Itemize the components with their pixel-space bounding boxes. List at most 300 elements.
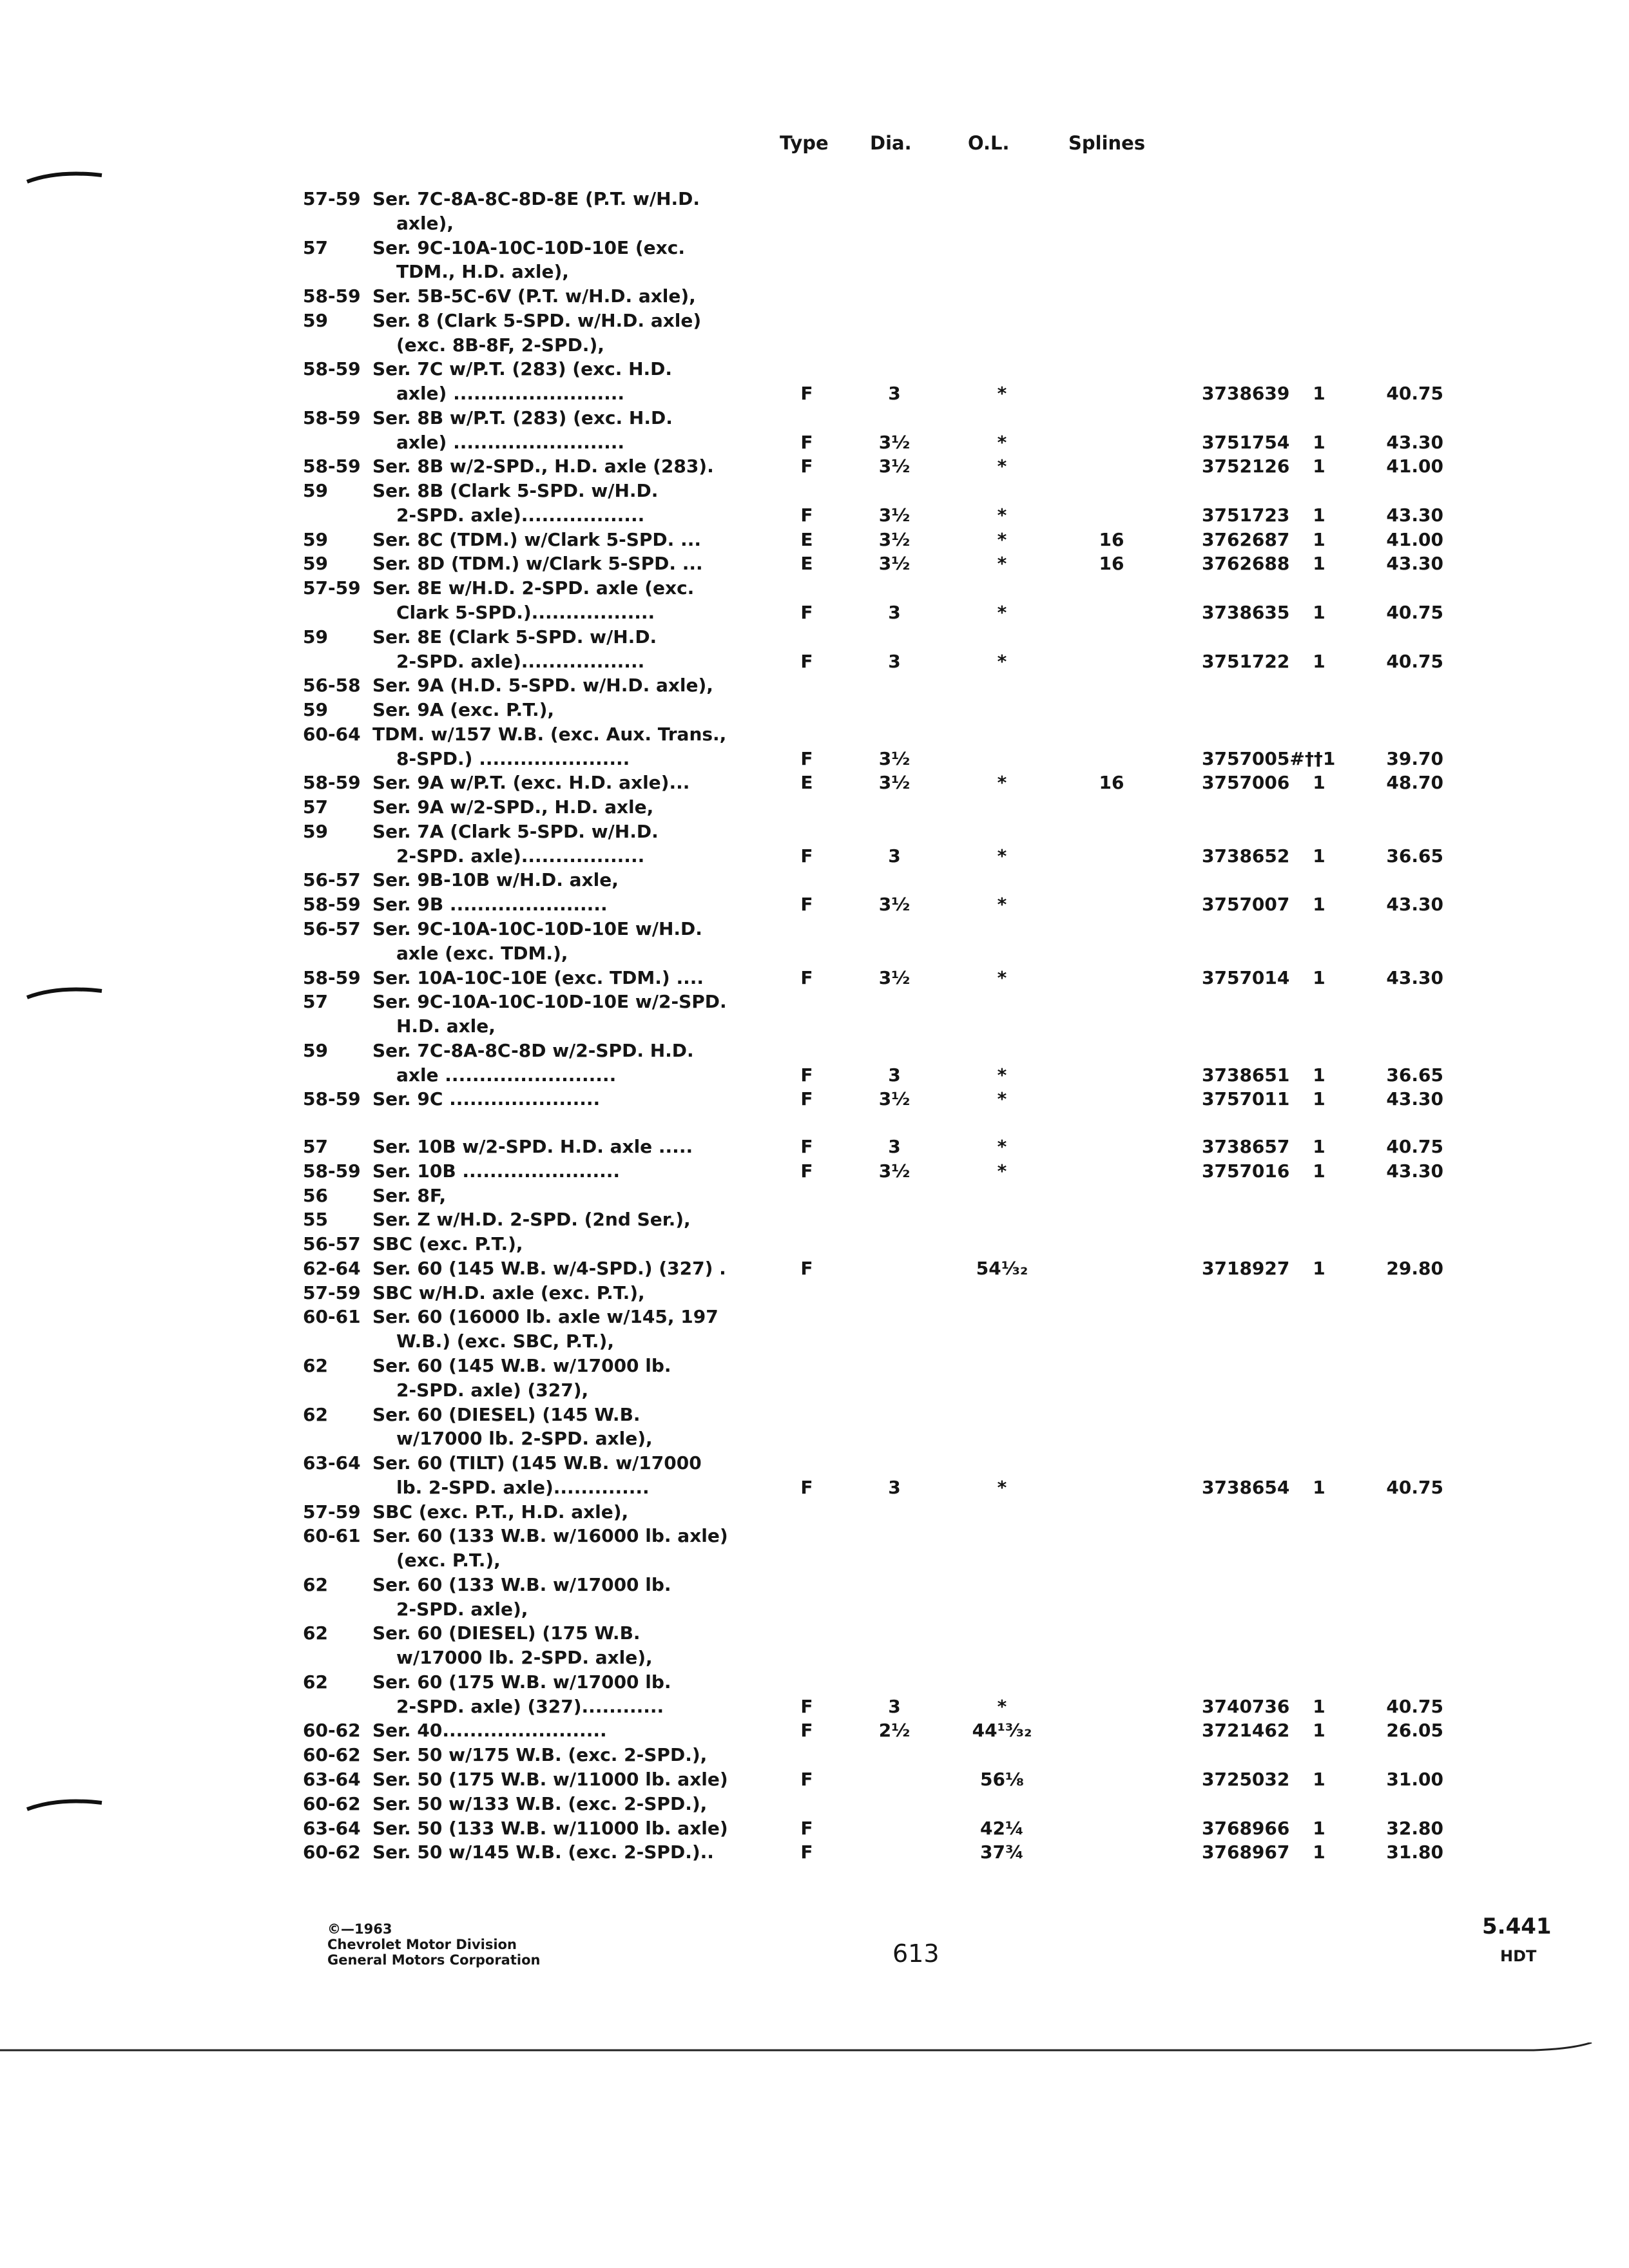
type-code: F [800,1695,813,1717]
overall-length: * [997,845,1007,867]
description: Ser. 9A (exc. P.T.), [372,699,555,721]
diameter: 3 [888,1476,901,1498]
year-range: 58-59 [303,285,361,307]
year-range: 59 [303,309,328,331]
table-row [303,941,1456,966]
table-row [303,1500,1456,1524]
table-row [303,1524,1456,1548]
year-range: 60-61 [303,1306,361,1328]
table-row [303,966,1456,990]
overall-length: * [997,383,1007,405]
column-header-dia: Dia. [870,132,912,154]
table-row [303,1063,1456,1088]
table-row [303,771,1456,795]
description: Ser. 60 (175 W.B. w/17000 lb. [372,1671,671,1693]
overall-length: * [997,1088,1007,1110]
table-row [303,1256,1456,1281]
type-code: F [800,966,813,988]
overall-length: * [997,504,1007,526]
overall-length: 37¾ [980,1841,1024,1863]
table-row [303,454,1456,479]
table-row [303,406,1456,430]
price: 43.30 [1386,553,1443,575]
description: Ser. 50 (133 W.B. w/11000 lb. axle) [372,1817,728,1839]
table-row [303,357,1456,381]
table-row [303,1695,1456,1719]
part-number: 3757014 [1202,966,1290,988]
quantity: 1 [1313,1769,1325,1790]
table-row [303,479,1456,503]
table-row [303,1792,1456,1816]
quantity: 1 [1313,383,1325,405]
diameter: 3½ [878,894,911,916]
price: 31.80 [1386,1841,1443,1863]
part-number: 3718927 [1202,1257,1290,1279]
price: 40.75 [1386,1695,1443,1717]
table-row [303,1475,1456,1500]
part-number: 3762688 [1202,553,1290,575]
table-row [303,1816,1456,1841]
year-range: 56 [303,1184,328,1206]
diameter: 3½ [878,504,911,526]
year-range: 57-59 [303,188,361,209]
part-number: 3768967 [1202,1841,1290,1863]
publisher-block [327,1921,540,1968]
quantity: 1 [1313,456,1325,477]
description: 2-SPD. axle) (327), [396,1379,589,1401]
year-range: 58-59 [303,966,361,988]
part-number: 3757005#††1 [1202,747,1336,769]
table-row [303,795,1456,820]
type-code: F [800,747,813,769]
description: TDM. w/157 W.B. (exc. Aux. Trans., [372,723,727,745]
quantity: 1 [1313,1160,1325,1182]
table-row [303,1135,1456,1159]
table-row [303,1281,1456,1305]
part-number: 3752126 [1202,456,1290,477]
type-code: F [800,1720,813,1742]
table-row [303,1354,1456,1378]
part-number: 3751722 [1202,650,1290,672]
diameter: 3 [888,1136,901,1158]
table-row [303,430,1456,455]
overall-length: * [997,1064,1007,1086]
part-number: 3757006 [1202,772,1290,794]
table-row [303,1451,1456,1475]
table-row [303,747,1456,771]
description: 2-SPD. axle).................. [396,650,645,672]
description: SBC (exc. P.T., H.D. axle), [372,1501,629,1523]
type-code: F [800,1769,813,1790]
description: Ser. 60 (133 W.B. w/16000 lb. axle) [372,1525,728,1547]
description: 8-SPD.) ...................... [396,747,630,769]
description: Ser. 8E w/H.D. 2-SPD. axle (exc. [372,577,695,599]
description: H.D. axle, [396,1015,496,1037]
diameter: 3½ [878,456,911,477]
part-number: 3738639 [1202,383,1290,405]
diameter: 3½ [878,431,911,453]
table-row [303,868,1456,892]
table-row [303,1597,1456,1622]
description: (exc. P.T.), [396,1550,501,1571]
overall-length: * [997,1136,1007,1158]
description: Ser. 60 (145 W.B. w/17000 lb. [372,1354,671,1376]
table-row [303,1159,1456,1184]
year-range: 57-59 [303,1501,361,1523]
year-range: 62 [303,1573,328,1595]
binder-punch-mark-middle [26,985,103,1000]
table-row [303,892,1456,917]
part-number: 3757007 [1202,894,1290,916]
table-row [303,528,1456,552]
table-row [303,990,1456,1014]
part-number: 3738657 [1202,1136,1290,1158]
table-row [303,1767,1456,1792]
overall-length: * [997,894,1007,916]
year-range: 60-62 [303,1720,361,1742]
overall-length: * [997,1476,1007,1498]
diameter: 3½ [878,1088,911,1110]
part-number: 3738652 [1202,845,1290,867]
overall-length: * [997,553,1007,575]
description: Ser. 7C w/P.T. (283) (exc. H.D. [372,358,673,380]
table-row [303,1621,1456,1646]
year-range: 56-57 [303,918,361,939]
year-range: 59 [303,626,328,648]
year-range: 60-62 [303,1841,361,1863]
description: lb. 2-SPD. axle).............. [396,1476,650,1498]
type-code: E [800,528,813,550]
quantity: 1 [1313,1695,1325,1717]
description: axle) ......................... [396,383,625,405]
corporation-line: General Motors Corporation [327,1952,541,1968]
year-range: 58-59 [303,772,361,794]
table-row [303,260,1456,284]
description: axle (exc. TDM.), [396,942,568,964]
description: Ser. 9A w/2-SPD., H.D. axle, [372,796,654,818]
type-code: F [800,1064,813,1086]
quantity: 1 [1313,1476,1325,1498]
quantity: 1 [1313,504,1325,526]
overall-length: 56⅛ [980,1769,1024,1790]
copyright-line: ©—1963 [327,1921,392,1937]
price: 26.05 [1386,1720,1443,1742]
diameter: 3½ [878,528,911,550]
price: 41.00 [1386,528,1443,550]
diameter: 3 [888,602,901,624]
table-row [303,1232,1456,1256]
parts-table [303,187,1456,1865]
table-row [303,576,1456,601]
type-code: F [800,1136,813,1158]
description: Ser. 40........................ [372,1720,607,1742]
type-code: E [800,553,813,575]
description: Ser. 9C-10A-10C-10D-10E w/2-SPD. [372,991,727,1013]
table-row [303,1840,1456,1865]
price: 43.30 [1386,504,1443,526]
description: Ser. 9A (H.D. 5-SPD. w/H.D. axle), [372,675,713,697]
year-range: 57 [303,1136,328,1158]
table-row [303,1039,1456,1063]
year-range: 62 [303,1403,328,1425]
description: 2-SPD. axle).................. [396,845,645,867]
year-range: 62 [303,1354,328,1376]
table-row [303,1573,1456,1597]
table-row [303,698,1456,722]
quantity: 1 [1313,602,1325,624]
description: Ser. 50 w/133 W.B. (exc. 2-SPD.), [372,1792,708,1814]
part-number: 3757011 [1202,1088,1290,1110]
description: Ser. 50 (175 W.B. w/11000 lb. axle) [372,1769,728,1790]
year-range: 62-64 [303,1257,361,1279]
description: Ser. 60 (TILT) (145 W.B. w/17000 [372,1452,702,1474]
table-row [303,844,1456,869]
diameter: 3 [888,650,901,672]
table-row [303,1184,1456,1208]
description: Ser. 9B-10B w/H.D. axle, [372,869,619,891]
type-code: F [800,1257,813,1279]
table-row [303,1403,1456,1427]
description: Ser. 8D (TDM.) w/Clark 5-SPD. ... [372,553,703,575]
price: 43.30 [1386,1160,1443,1182]
description: Ser. 8C (TDM.) w/Clark 5-SPD. ... [372,528,701,550]
description: SBC w/H.D. axle (exc. P.T.), [372,1282,645,1303]
year-range: 60-61 [303,1525,361,1547]
description: Ser. 10A-10C-10E (exc. TDM.) .... [372,966,704,988]
table-row [303,236,1456,260]
description: Ser. 9C-10A-10C-10D-10E (exc. [372,236,685,258]
description: Ser. 60 (DIESEL) (175 W.B. [372,1622,641,1644]
quantity: 1 [1313,553,1325,575]
quantity: 1 [1313,1136,1325,1158]
binder-punch-mark-top [26,169,103,184]
type-code: F [800,650,813,672]
year-range: 58-59 [303,407,361,428]
overall-length: * [997,431,1007,453]
table-row [303,1207,1456,1232]
description: Ser. 7C-8A-8C-8D-8E (P.T. w/H.D. [372,188,700,209]
description: Ser. Z w/H.D. 2-SPD. (2nd Ser.), [372,1209,691,1231]
price: 43.30 [1386,1088,1443,1110]
description: axle), [396,212,454,234]
description: 2-SPD. axle) (327)............ [396,1695,664,1717]
part-number: 3757016 [1202,1160,1290,1182]
diameter: 3½ [878,1160,911,1182]
table-row [303,1305,1456,1329]
table-row [303,601,1456,625]
quantity: 1 [1313,1720,1325,1742]
table-row [303,1646,1456,1670]
type-code: F [800,1476,813,1498]
table-row [303,381,1456,406]
part-number: 3738651 [1202,1064,1290,1086]
description: Ser. 10B ....................... [372,1160,621,1182]
description: Clark 5-SPD.).................. [396,602,655,624]
overall-length: 42¼ [980,1817,1024,1839]
table-row [303,309,1456,333]
overall-length: * [997,602,1007,624]
year-range: 60-64 [303,723,361,745]
description: Ser. 10B w/2-SPD. H.D. axle ..... [372,1136,693,1158]
table-row [303,1087,1456,1111]
description: Ser. 8B w/P.T. (283) (exc. H.D. [372,407,673,428]
overall-length: * [997,966,1007,988]
year-range: 59 [303,1039,328,1061]
year-range: 56-57 [303,869,361,891]
description: Ser. 9C-10A-10C-10D-10E w/H.D. [372,918,702,939]
description: w/17000 lb. 2-SPD. axle), [396,1647,653,1669]
quantity: 1 [1313,894,1325,916]
type-code: F [800,456,813,477]
year-range: 62 [303,1671,328,1693]
table-row [303,722,1456,747]
price: 36.65 [1386,845,1443,867]
splines: 16 [1099,553,1124,575]
description: Ser. 9C ...................... [372,1088,601,1110]
description: Ser. 7C-8A-8C-8D w/2-SPD. H.D. [372,1039,694,1061]
diameter: 3 [888,1064,901,1086]
section-code: HDT [1500,1947,1537,1965]
price: 36.65 [1386,1064,1443,1086]
table-row [303,284,1456,309]
table-row [303,1548,1456,1573]
part-number: 3725032 [1202,1769,1290,1790]
description: w/17000 lb. 2-SPD. axle), [396,1428,653,1450]
part-number: 3762687 [1202,528,1290,550]
description: Ser. 8 (Clark 5-SPD. w/H.D. axle) [372,309,702,331]
price: 32.80 [1386,1817,1443,1839]
splines: 16 [1099,772,1124,794]
quantity: 1 [1313,650,1325,672]
year-range: 57 [303,991,328,1013]
year-range: 55 [303,1209,328,1231]
quantity: 1 [1313,1841,1325,1863]
description: Ser. 9B ....................... [372,894,608,916]
type-code: F [800,1817,813,1839]
diameter: 3 [888,383,901,405]
year-range: 57 [303,796,328,818]
description: SBC (exc. P.T.), [372,1233,523,1255]
table-row [303,820,1456,844]
overall-length: * [997,772,1007,794]
section-number: 5.441 [1482,1914,1552,1939]
type-code: F [800,1160,813,1182]
division-line: Chevrolet Motor Division [327,1937,517,1952]
price: 48.70 [1386,772,1443,794]
year-range: 58-59 [303,358,361,380]
table-row [303,333,1456,358]
price: 43.30 [1386,431,1443,453]
year-range: 57 [303,236,328,258]
description: Ser. 5B-5C-6V (P.T. w/H.D. axle), [372,285,696,307]
year-range: 56-57 [303,1233,361,1255]
description: Ser. 60 (16000 lb. axle w/145, 197 [372,1306,718,1328]
description: (exc. 8B-8F, 2-SPD.), [396,334,604,356]
price: 31.00 [1386,1769,1443,1790]
overall-length: * [997,528,1007,550]
quantity: 1 [1313,528,1325,550]
year-range: 63-64 [303,1769,361,1790]
diameter: 3 [888,845,901,867]
overall-length: * [997,1695,1007,1717]
binder-punch-mark-bottom [26,1796,103,1812]
quantity: 1 [1313,1257,1325,1279]
quantity: 1 [1313,1064,1325,1086]
description: axle ......................... [396,1064,617,1086]
type-code: F [800,1841,813,1863]
type-code: F [800,431,813,453]
type-code: F [800,602,813,624]
description: Ser. 60 (133 W.B. w/17000 lb. [372,1573,671,1595]
description: Ser. 50 w/175 W.B. (exc. 2-SPD.), [372,1744,708,1766]
year-range: 60-62 [303,1744,361,1766]
quantity: 1 [1313,772,1325,794]
year-range: 59 [303,553,328,575]
description: Ser. 8F, [372,1184,447,1206]
table-row [303,1014,1456,1039]
table-row [303,503,1456,528]
year-range: 63-64 [303,1452,361,1474]
overall-length: * [997,650,1007,672]
part-number: 3721462 [1202,1720,1290,1742]
type-code: F [800,894,813,916]
quantity: 1 [1313,966,1325,988]
type-code: F [800,383,813,405]
year-range: 59 [303,820,328,842]
column-header-type: Type [780,132,829,154]
type-code: E [800,772,813,794]
table-row [303,649,1456,674]
column-header-ol: O.L. [968,132,1010,154]
description: Ser. 50 w/145 W.B. (exc. 2-SPD.).. [372,1841,714,1863]
year-range: 60-62 [303,1792,361,1814]
table-row [303,1378,1456,1403]
description: 2-SPD. axle), [396,1598,528,1620]
year-range: 58-59 [303,1088,361,1110]
year-range: 56-58 [303,675,361,697]
price: 40.75 [1386,602,1443,624]
table-row [303,1743,1456,1767]
quantity: 1 [1313,1088,1325,1110]
column-header-splines: Splines [1068,132,1146,154]
description: Ser. 60 (145 W.B. w/4-SPD.) (327) . [372,1257,726,1279]
overall-length: * [997,1160,1007,1182]
overall-length: 44¹³⁄₃₂ [972,1720,1032,1742]
year-range: 58-59 [303,456,361,477]
type-code: F [800,1088,813,1110]
price: 40.75 [1386,383,1443,405]
year-range: 63-64 [303,1817,361,1839]
table-row [303,1670,1456,1695]
price: 40.75 [1386,1476,1443,1498]
diameter: 3½ [878,553,911,575]
description: axle) ......................... [396,431,625,453]
diameter: 3½ [878,747,911,769]
splines: 16 [1099,528,1124,550]
price: 40.75 [1386,650,1443,672]
part-number: 3738654 [1202,1476,1290,1498]
price: 40.75 [1386,1136,1443,1158]
type-code: F [800,504,813,526]
year-range: 57-59 [303,577,361,599]
description: TDM., H.D. axle), [396,261,569,283]
part-number: 3768966 [1202,1817,1290,1839]
description: 2-SPD. axle).................. [396,504,645,526]
quantity: 1 [1313,431,1325,453]
table-row [303,673,1456,698]
diameter: 3½ [878,966,911,988]
description: W.B.) (exc. SBC, P.T.), [396,1331,614,1352]
